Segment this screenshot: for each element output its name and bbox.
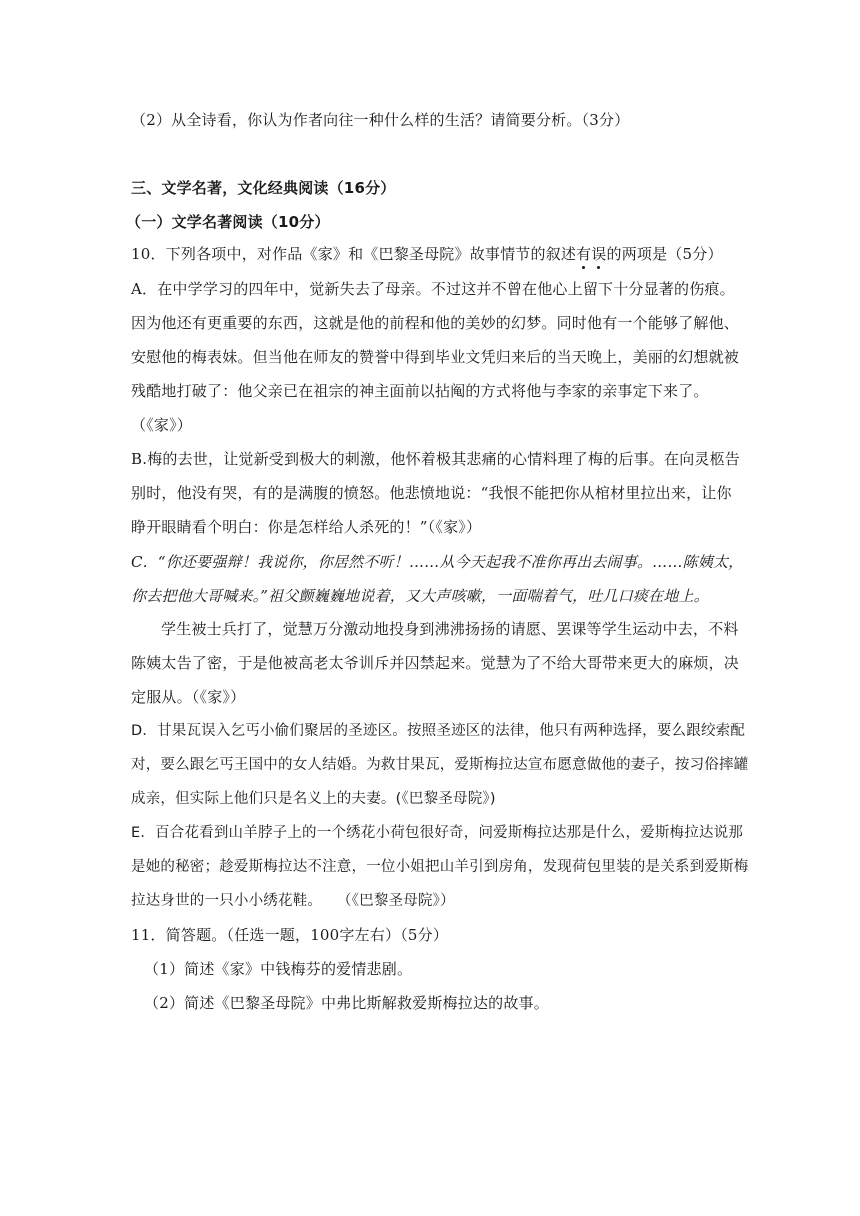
option-a-line: （《家》） — [131, 416, 193, 434]
section-3-part-1-title: （一）文学名著阅读（10分） — [126, 213, 330, 231]
option-a-line: 安慰他的梅表妹。但当他在师友的赞誉中得到毕业文凭归来后的当天晚上，美丽的幻想就被 — [131, 348, 740, 366]
emphasis-char-1: 有 — [576, 245, 592, 263]
option-b-line: B.梅的去世，让觉新受到极大的刺激，他怀着极其悲痛的心情料理了梅的后事。在向灵柩告 — [131, 450, 740, 468]
question-11-option-2: （2）简述《巴黎圣母院》中弗比斯解救爱斯梅拉达的故事。 — [144, 994, 549, 1012]
option-c-line: 定服从。（《家》） — [131, 688, 246, 706]
option-c-line: 你去把他大哥喊来。”祖父颤巍巍地说着，又大声咳嗽，一面喘着气，吐几口痰在地上。 — [131, 587, 709, 605]
option-b-line: 别时，他没有哭，有的是满腹的愤怒。他悲愤地说：“我恨不能把你从棺材里拉出来，让你 — [131, 484, 732, 502]
question-10-stem-after: 的两项是（5分） — [606, 245, 723, 263]
emphasis-char-2: 误 — [591, 245, 607, 263]
option-e-line: 拉达身世的一只小小绣花鞋。 （《巴黎圣母院》） — [131, 893, 455, 909]
question-9-sub-2: （2）从全诗看，你认为作者向往一种什么样的生活？请简要分析。（3分） — [131, 111, 630, 129]
option-d-line: D．甘果瓦误入乞丐小偷们聚居的圣迹区。按照圣迹区的法律，他只有两种选择，要么跟绞索配 — [131, 723, 746, 739]
option-e-line: E．百合花看到山羊脖子上的一个绣花小荷包很好奇，问爱斯梅拉达那是什么，爱斯梅拉达说那 — [131, 825, 744, 841]
option-c-line: C．“你还要强辩！我说你，你居然不听！……从今天起我不准你再出去闹事。……陈姨太， — [131, 553, 744, 571]
option-d-line: 成亲，但实际上他们只是名义上的夫妻。(《巴黎圣母院》) — [131, 791, 496, 807]
question-10-stem-before: 10．下列各项中，对作品《家》和《巴黎圣母院》故事情节的叙述 — [131, 245, 577, 263]
option-a-line: 残酷地打破了：他父亲已在祖宗的神主面前以拈阄的方式将他与李家的亲事定下来了。 — [131, 382, 709, 400]
option-b-line: 睁开眼睛看个明白：你是怎样给人杀死的！”（《家》） — [131, 518, 482, 536]
option-c-line: 学生被士兵打了，觉慧万分激动地投身到沸沸扬扬的请愿、罢课等学生运动中去，不料 — [161, 620, 739, 638]
section-3-title: 三、文学名著，文化经典阅读（16分） — [131, 179, 396, 197]
question-11-option-1: （1）简述《家》中钱梅芬的爱情悲剧。 — [144, 960, 413, 978]
question-11-stem: 11．简答题。（任选一题，100字左右）（5分） — [131, 926, 449, 944]
question-10-stem — [131, 244, 723, 264]
option-a-line: A．在中学学习的四年中，觉新失去了母亲。不过这并不曾在他心上留下十分显著的伤痕。 — [131, 280, 735, 298]
option-a-line: 因为他还有更重要的东西，这就是他的前程和他的美妙的幻梦。同时他有一个能够了解他、 — [131, 314, 740, 332]
option-e-line: 是她的秘密；趁爱斯梅拉达不注意，一位小姐把山羊引到房角，发现荷包里装的是关系到爱斯梅 — [131, 859, 749, 875]
option-d-line: 对，要么跟乞丐王国中的女人结婚。为救甘果瓦，爱斯梅拉达宣布愿意做他的妻子，按习俗摔罐 — [131, 757, 749, 773]
option-c-line: 陈姨太告了密，于是他被高老太爷训斥并囚禁起来。觉慧为了不给大哥带来更大的麻烦，决 — [131, 654, 740, 672]
